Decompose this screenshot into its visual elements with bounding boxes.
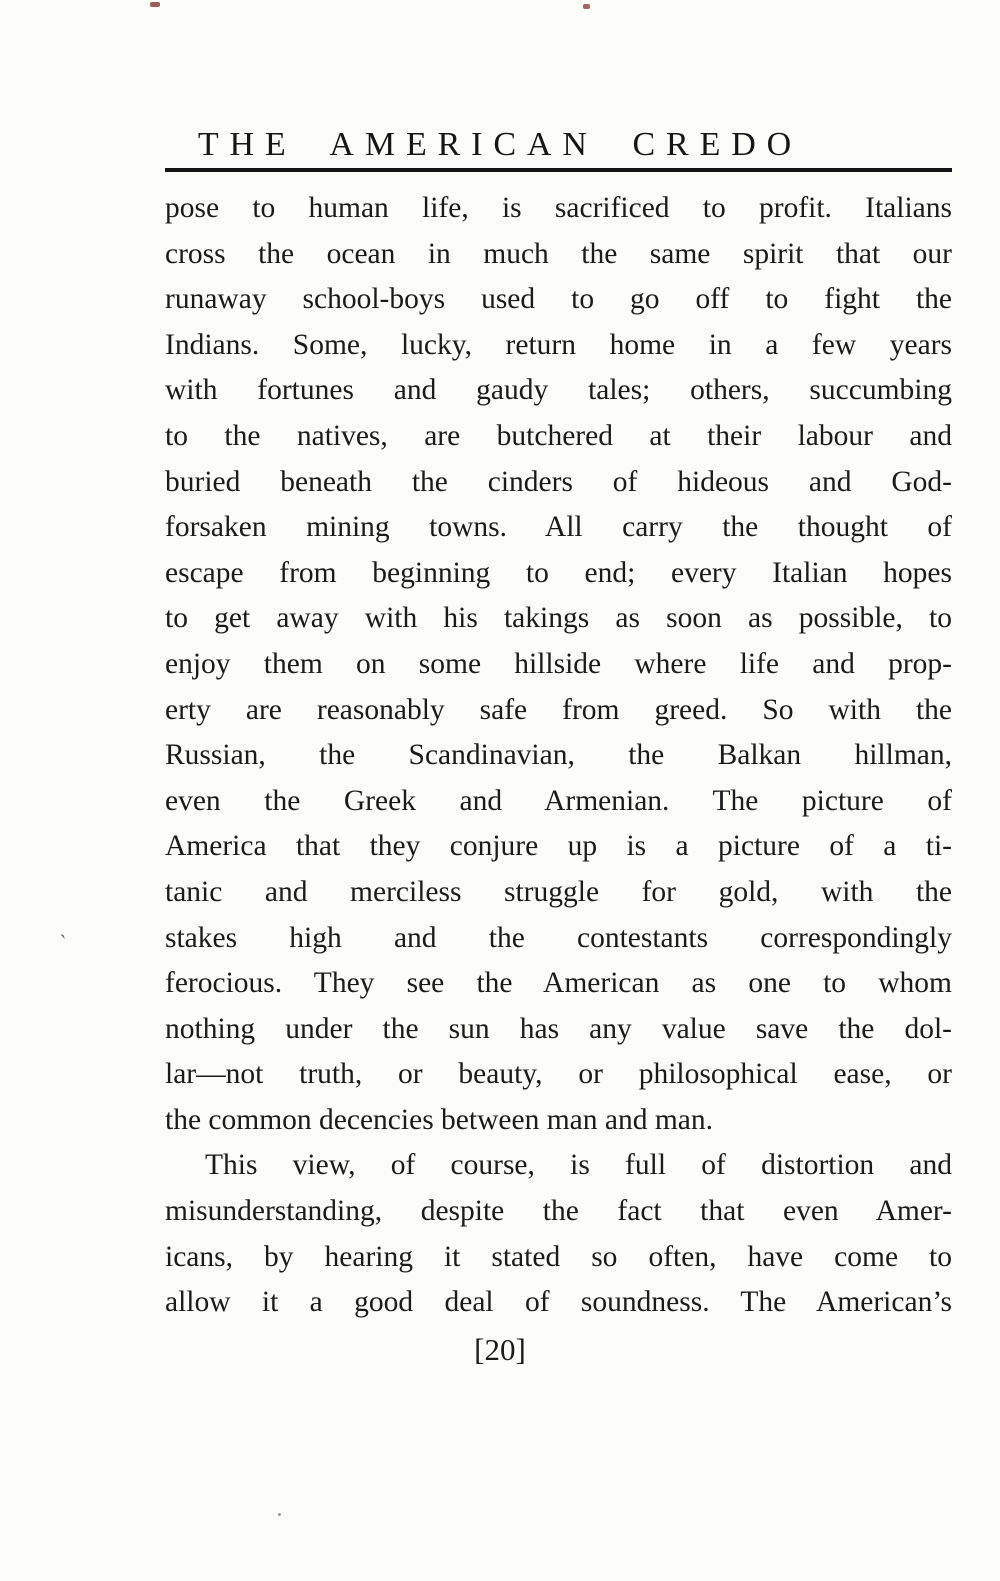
text-line: runaway school-boys used to go off to fight the (165, 283, 952, 316)
text-line: the common decencies between man and man. (165, 1103, 713, 1136)
text-line: buried beneath the cinders of hideous and God- (165, 465, 952, 498)
text-line: Russian, the Scandinavian, the Balkan hillman, (165, 739, 952, 772)
text-line: erty are reasonably safe from greed. So with the (165, 693, 952, 726)
scan-artifact-dot (278, 1513, 281, 1516)
text-line: forsaken mining towns. All carry the thought of (165, 511, 952, 544)
margin-mark: ` (55, 929, 68, 956)
page-number: [20] (474, 1332, 526, 1367)
text-line: enjoy them on some hillside where life and prop- (165, 647, 952, 680)
text-line: even the Greek and Armenian. The picture of (165, 784, 952, 817)
text-line: lar—not truth, or beauty, or philosophical ease, or (165, 1058, 952, 1091)
text-line: with fortunes and gaudy tales; others, succumbing (165, 374, 952, 407)
text-line: to the natives, are butchered at their labour and (165, 419, 952, 452)
header-rule (165, 168, 952, 172)
text-line: tanic and merciless struggle for gold, with the (165, 875, 952, 908)
text-line: nothing under the sun has any value save the dol- (165, 1012, 952, 1045)
text-line: Indians. Some, lucky, return home in a few years (165, 328, 952, 361)
text-line: misunderstanding, despite the fact that even Amer- (165, 1195, 952, 1228)
text-line: escape from beginning to end; every Italian hopes (165, 556, 952, 589)
text-line: allow it a good deal of soundness. The American’s (165, 1286, 952, 1319)
text-line: icans, by hearing it stated so often, have come to (165, 1240, 952, 1273)
text-block (165, 186, 952, 1326)
text-line: to get away with his takings as soon as possible, to (165, 602, 952, 635)
scan-artifact-top-mid (583, 4, 590, 9)
text-line: ferocious. They see the American as one to whom (165, 967, 952, 1000)
scan-artifact-top-left (150, 2, 160, 7)
text-line: This view, of course, is full of distortion and (205, 1149, 952, 1182)
text-line: stakes high and the contestants correspondingly (165, 921, 952, 954)
text-line: pose to human life, is sacrificed to profit. Italians (165, 192, 952, 224)
text-line: cross the ocean in much the same spirit that our (165, 237, 952, 270)
page-header-title: THE AMERICAN CREDO (197, 126, 803, 163)
text-line: America that they conjure up is a picture of a ti- (165, 830, 952, 863)
